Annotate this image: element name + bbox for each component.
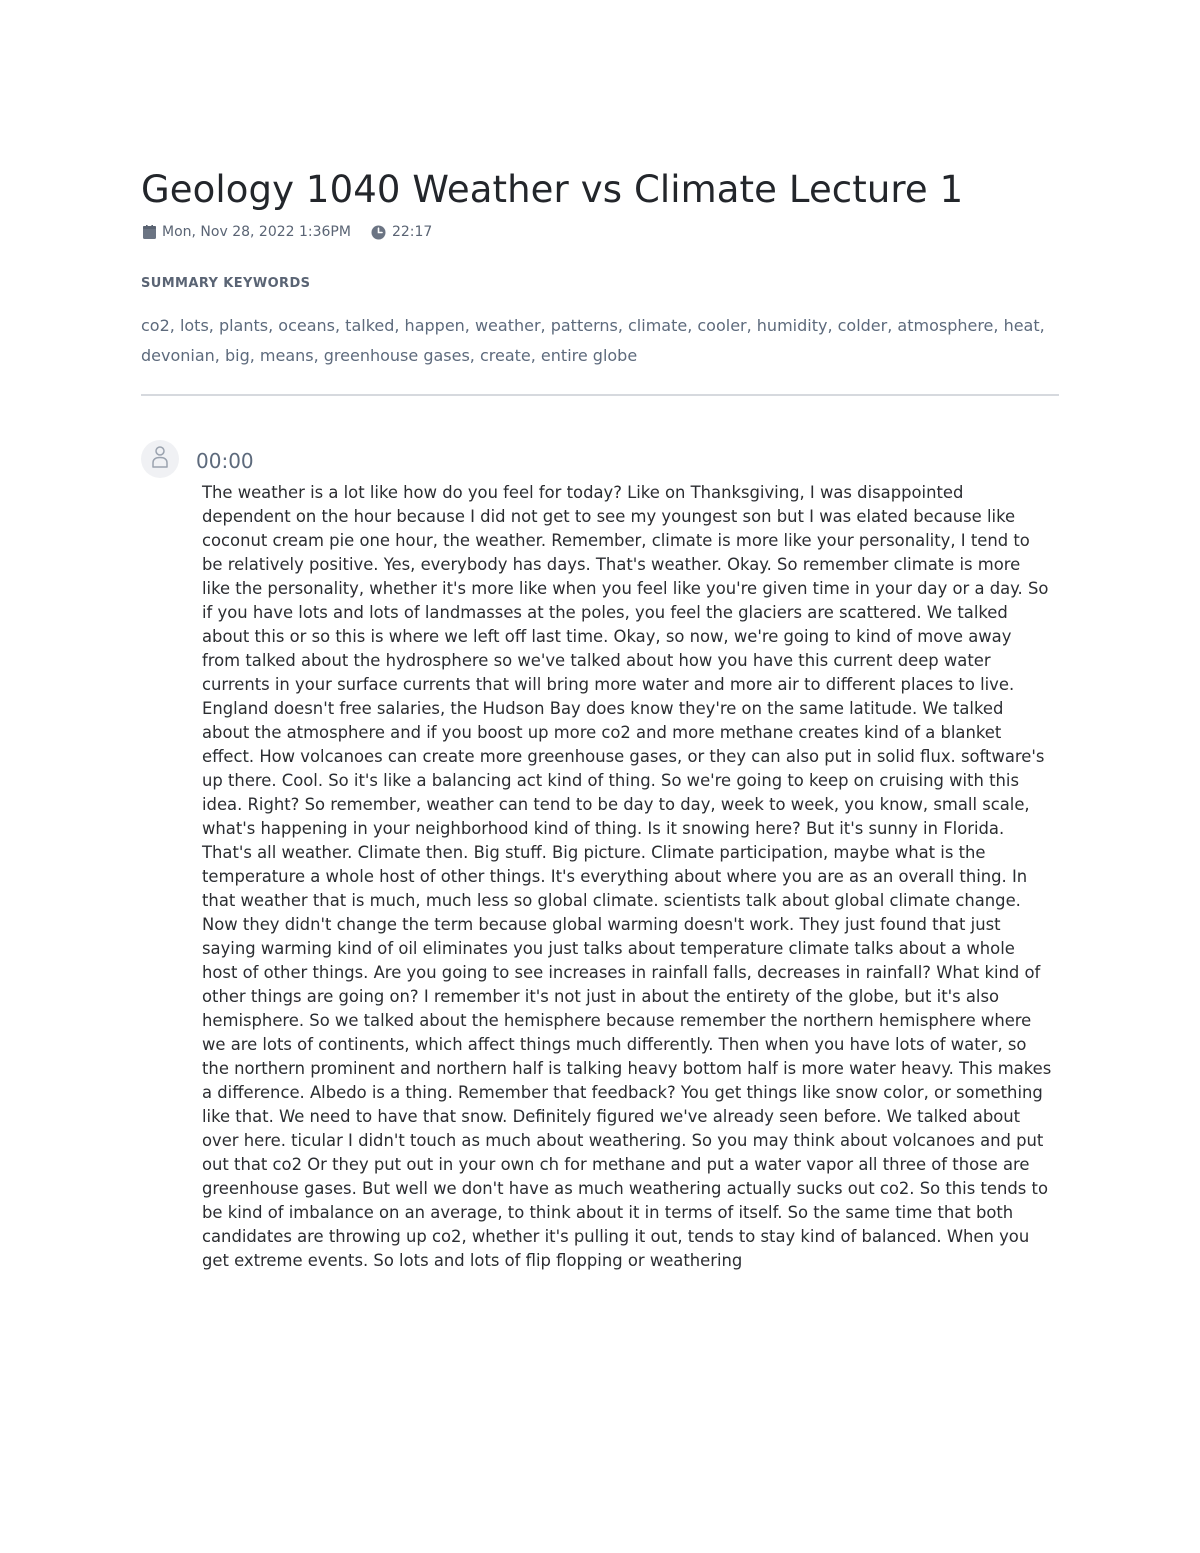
clock-icon <box>371 225 386 240</box>
segment-text: The weather is a lot like how do you feel for today? Like on Thanksgiving, I was disappointed dependent on the hour because I did not get to see my youngest son but I was elated because like coconut cream pie one hour, the weather. Remember, climate is more like your personality, I tend to be relatively positive. Yes, everybody has days. That's weather. Okay. So remember climate is more like the personality, whether it's more like when you feel like you're given time in your day or a day. So if you have lots and lots of landmasses at the poles, you feel the glaciers are scattered. We talked about this or so this is where we left off last time. Okay, so now, we're going to kind of move away from talked about the hydrosphere so we've talked about how you have this current deep water currents in your surface currents that will bring more water and more air to different places to live. England doesn't free salaries, the Hudson Bay does know they're on the same latitude. We talked about the atmosphere and if you boost up more co2 and more methane creates kind of a blanket effect. How volcanoes can create more greenhouse gases, or they can also put in solid flux. software's up there. Cool. So it's like a balancing act kind of thing. So we're going to keep on cruising with this idea. Right? So remember, weather can tend to be day to day, week to week, you know, small scale, what's happening in your neighborhood kind of thing. Is it snowing here? But it's sunny in Florida. That's all weather. Climate then. Big stuff. Big picture. Climate participation, maybe what is the temperature a whole host of other things. It's everything about where you are as an overall thing. In that weather that is much, much less so global climate. scientists talk about global climate change. Now they didn't change the term because global warming doesn't work. They just found that just saying warming kind of oil eliminates you just talks about temperature climate talks about a whole host of other things. Are you going to see increases in rainfall falls, decreases in rainfall? What kind of other things are going on? I remember it's not just in about the entirety of the globe, but it's also hemisphere. So we talked about the hemisphere because remember the northern hemisphere where we are lots of continents, which affect things much differently. Then when you have lots of water, so the northern prominent and northern half is talking heavy bottom half is more water heavy. This makes a difference. Albedo is a thing. Remember that feedback? You get things like snow color, or something like that. We need to have that snow. Definitely figured we've already seen before. We talked about over here. ticular I didn't touch as much about weathering. So you may think about volcanoes and put out that co2 Or they put out in your own ch for methane and put a water vapor all three of those are greenhouse gases. But well we don't have as much weathering actually sucks out co2. So this tends to be kind of imbalance on an average, to think about it in terms of itself. So the same time that both candidates are throwing up co2, whether it's pulling it out, tends to stay kind of balanced. When you get extreme events. So lots and lots of flip flopping or weathering <box>202 483 1052 1270</box>
segment-timestamp: 00:00 <box>196 449 254 473</box>
speaker-avatar <box>141 440 179 478</box>
document-meta <box>143 224 432 240</box>
calendar-icon <box>143 225 156 239</box>
person-icon <box>151 445 169 473</box>
summary-keywords-heading: SUMMARY KEYWORDS <box>141 276 311 291</box>
summary-keywords: co2, lots, plants, oceans, talked, happen, weather, patterns, climate, cooler, humidity, colder, atmosphere, heat, devonian, big, means, greenhouse gases, create, entire globe <box>141 316 1045 365</box>
recording-date: Mon, Nov 28, 2022 1:36PM <box>162 224 351 240</box>
recording-duration: 22:17 <box>391 224 433 240</box>
section-divider <box>141 394 1059 396</box>
document-title: Geology 1040 Weather vs Climate Lecture 1 <box>141 168 964 211</box>
